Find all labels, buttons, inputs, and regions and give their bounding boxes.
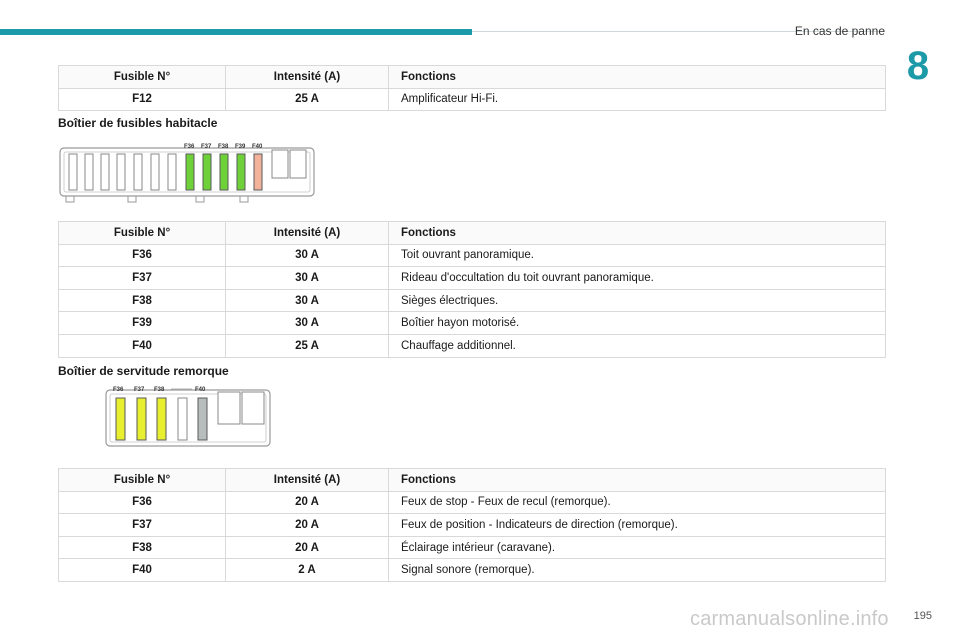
- fuse-number: F36: [59, 244, 226, 267]
- column-header-fuse: Fusible N°: [59, 222, 226, 245]
- fuse-number: F38: [59, 536, 226, 559]
- column-header-functions: Fonctions: [389, 222, 886, 245]
- table-row: [59, 312, 886, 335]
- table-row: [59, 267, 886, 290]
- fuse-function: Signal sonore (remorque).: [389, 559, 886, 582]
- fuse-f40-slot: [198, 398, 207, 440]
- fuse-intensity: 30 A: [226, 244, 389, 267]
- page-number: 195: [913, 610, 932, 622]
- column-header-fuse: Fusible N°: [59, 66, 226, 89]
- table-row: [59, 514, 886, 537]
- fuse-function: Rideau d'occultation du toit ouvrant panoramique.: [389, 267, 886, 290]
- fuse-f37-slot: [203, 154, 211, 190]
- fuse-number: F37: [59, 267, 226, 290]
- mounting-tabs: [66, 196, 248, 202]
- habitacle-fuse-box-diagram: [58, 140, 320, 206]
- fuse-function: Feux de position - Indicateurs de direction (remorque).: [389, 514, 886, 537]
- column-header-functions: Fonctions: [389, 469, 886, 492]
- table-row: [59, 491, 886, 514]
- fuse-f38-slot: [157, 398, 166, 440]
- fuse-intensity: 30 A: [226, 289, 389, 312]
- fuse-function: Sièges électriques.: [389, 289, 886, 312]
- table-header-row: [59, 469, 886, 492]
- fuse-intensity: 2 A: [226, 559, 389, 582]
- fuse-f38-slot: [220, 154, 228, 190]
- column-header-intensity: Intensité (A): [226, 469, 389, 492]
- column-header-functions: Fonctions: [389, 66, 886, 89]
- fuse-intensity: 20 A: [226, 536, 389, 559]
- column-header-fuse: Fusible N°: [59, 469, 226, 492]
- chapter-title: En cas de panne: [794, 24, 885, 38]
- fuse-label-f36: F36: [184, 144, 195, 150]
- blank-fuse-slot: [178, 398, 187, 440]
- table-header-row: [59, 66, 886, 89]
- fuse-f37-slot: [137, 398, 146, 440]
- table-row: [59, 559, 886, 582]
- fuse-f40-slot: [254, 154, 262, 190]
- fuse-function: Boîtier hayon motorisé.: [389, 312, 886, 335]
- table-row: [59, 244, 886, 267]
- fuse-label-f40: F40: [252, 144, 263, 150]
- table-row: [59, 334, 886, 357]
- table-row: [59, 289, 886, 312]
- table-row: [59, 536, 886, 559]
- section-heading-remorque: Boîtier de servitude remorque: [58, 364, 229, 378]
- fuse-f36-slot: [186, 154, 194, 190]
- fuse-f39-slot: [237, 154, 245, 190]
- fuse-number: F36: [59, 491, 226, 514]
- fuse-table-f12: [58, 65, 886, 111]
- watermark: carmanualsonline.info: [690, 608, 889, 630]
- fuse-label-f39: F39: [235, 144, 246, 150]
- table-row: [59, 88, 886, 111]
- fuse-intensity: 30 A: [226, 312, 389, 335]
- fuse-label-f38: F38: [218, 144, 229, 150]
- section-heading-habitacle: Boîtier de fusibles habitacle: [58, 116, 218, 130]
- fuse-intensity: 30 A: [226, 267, 389, 290]
- fuse-table-remorque: [58, 468, 886, 582]
- column-header-intensity: Intensité (A): [226, 222, 389, 245]
- fuse-function: Amplificateur Hi-Fi.: [389, 88, 886, 111]
- fuse-number: F38: [59, 289, 226, 312]
- fuse-label-f36: F36: [113, 387, 124, 393]
- fuse-intensity: 25 A: [226, 334, 389, 357]
- fuse-function: Feux de stop - Feux de recul (remorque).: [389, 491, 886, 514]
- fuse-intensity: 20 A: [226, 514, 389, 537]
- remorque-fuse-box-diagram: [104, 382, 274, 456]
- fuse-number: F39: [59, 312, 226, 335]
- fuse-f36-slot: [116, 398, 125, 440]
- fuse-label-f37: F37: [201, 144, 212, 150]
- chapter-number: 8: [906, 44, 930, 88]
- header-accent-bar: [0, 29, 472, 35]
- fuse-function: Éclairage intérieur (caravane).: [389, 536, 886, 559]
- fuse-number: F37: [59, 514, 226, 537]
- fuse-function: Toit ouvrant panoramique.: [389, 244, 886, 267]
- fuse-label-f37: F37: [134, 387, 145, 393]
- fuse-intensity: 20 A: [226, 491, 389, 514]
- fuse-intensity: 25 A: [226, 88, 389, 111]
- fuse-function: Chauffage additionnel.: [389, 334, 886, 357]
- table-header-row: [59, 222, 886, 245]
- fuse-label-f40: F40: [195, 387, 206, 393]
- fuse-table-habitacle: [58, 221, 886, 358]
- fuse-number: F40: [59, 334, 226, 357]
- fuse-number: F12: [59, 88, 226, 111]
- column-header-intensity: Intensité (A): [226, 66, 389, 89]
- fuse-number: F40: [59, 559, 226, 582]
- fuse-label-f38: F38: [154, 387, 165, 393]
